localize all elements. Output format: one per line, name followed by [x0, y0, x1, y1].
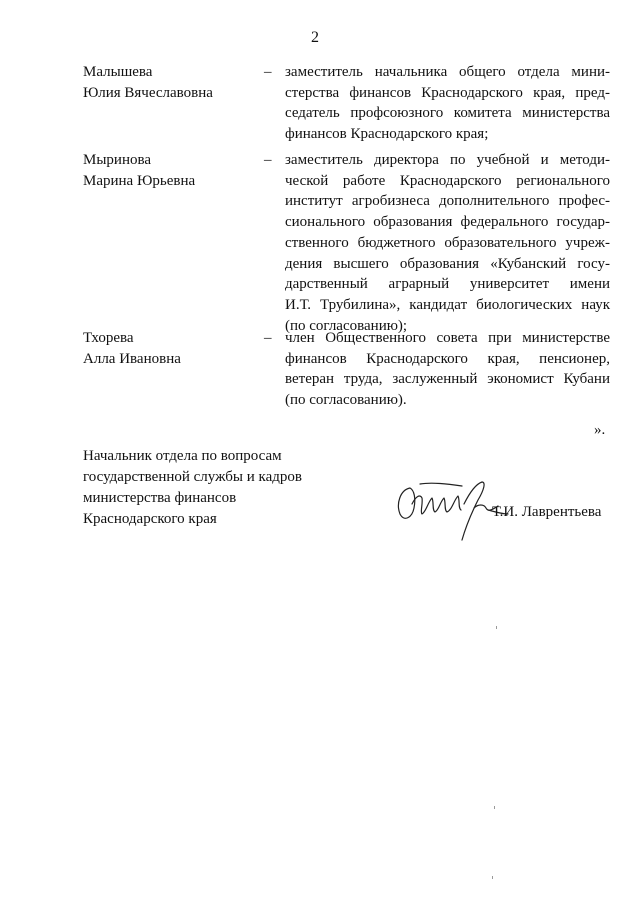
scan-speck [494, 806, 495, 809]
member-surname: Малышева [83, 64, 153, 80]
scan-speck [492, 876, 493, 879]
member-given-names: Юлия Вячеславовна [83, 85, 213, 101]
role-line: дарственный аграрный университет имени [285, 276, 610, 293]
role-line: седатель профсоюзного комитета министерства [285, 105, 610, 122]
page-number: 2 [311, 29, 319, 46]
role-line: стерства финансов Краснодарского края, пред- [285, 84, 610, 101]
role-line: (по согласованию). [285, 392, 407, 409]
position-line: Краснодарского края [83, 511, 217, 527]
role-line: заместитель директора по учебной и методи- [285, 152, 610, 168]
member-role [285, 62, 610, 145]
role-line: финансов Краснодарского края; [285, 126, 489, 143]
role-line: финансов Краснодарского края, пенсионер, [285, 350, 610, 367]
signatory-position [83, 446, 383, 530]
member-name [83, 150, 253, 192]
member-surname: Мыринова [83, 152, 152, 168]
position-line: государственной службы и кадров [83, 469, 302, 485]
member-dash: – [264, 152, 272, 168]
role-line: институт агробизнеса дополнительного профес- [285, 193, 610, 210]
member-surname: Тхорева [83, 330, 134, 346]
role-line: заместитель начальника общего отдела мини- [285, 64, 610, 80]
position-line: Начальник отдела по вопросам [83, 448, 282, 464]
member-given-names: Марина Юрьевна [83, 173, 196, 189]
member-role [285, 328, 610, 411]
role-line: ческой работе Краснодарского регионального [285, 172, 610, 189]
signer-name: Т.И. Лаврентьева [492, 504, 602, 520]
position-line: министерства финансов [83, 490, 237, 506]
role-line: член Общественного совета при министерстве [285, 330, 610, 346]
member-given-names: Алла Ивановна [83, 351, 181, 367]
member-role [285, 150, 610, 336]
member-dash: – [264, 330, 272, 346]
member-name [83, 328, 253, 370]
scan-speck [496, 626, 497, 629]
role-line: сионального образования федерального государ- [285, 214, 610, 231]
role-line: дения высшего образования «Кубанский госу- [285, 255, 610, 272]
member-dash: – [264, 64, 272, 80]
role-line: (по согласованию); [285, 317, 408, 334]
role-line: ветеран труда, заслуженный экономист Кубани [285, 371, 610, 388]
role-line: И.Т. Трубилина», кандидат биологических наук [285, 296, 610, 313]
member-name [83, 62, 253, 104]
closing-quote: ». [594, 422, 606, 438]
role-line: ственного бюджетного образовательного учреж- [285, 234, 610, 251]
